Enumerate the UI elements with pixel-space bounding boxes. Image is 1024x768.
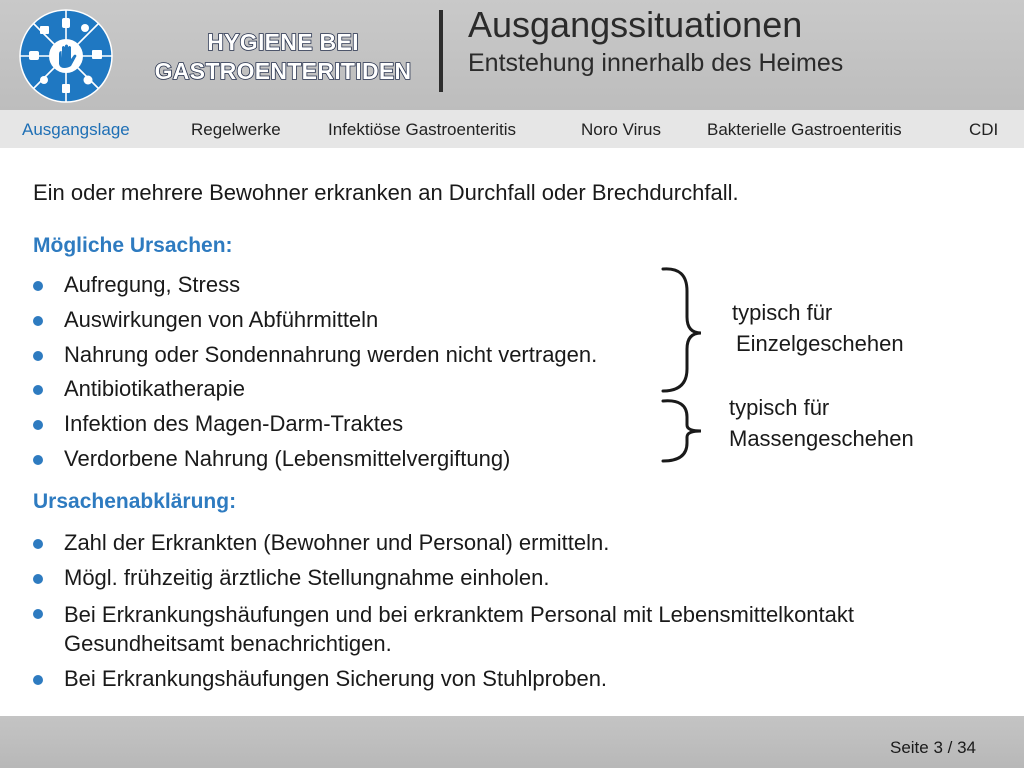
brand-line-1: HYGIENE BEI (207, 29, 359, 55)
list-item (30, 446, 597, 472)
list-item (30, 565, 990, 591)
list-item (30, 600, 990, 658)
annotation-mass-line1: typisch für (729, 395, 830, 420)
brand-line-2: GASTROENTERITIDEN (154, 58, 412, 84)
bullet-icon (33, 316, 43, 326)
clarification-list (30, 530, 990, 701)
causes-list (30, 272, 597, 481)
intro-text: Ein oder mehrere Bewohner erkranken an Durchfall oder Brechdurchfall. (33, 180, 739, 205)
bullet-icon (33, 455, 43, 465)
list-item-text: Auswirkungen von Abführmitteln (64, 306, 379, 332)
title-block (468, 4, 843, 78)
bullet-icon (33, 609, 43, 619)
annotation-mass-line2: Massengeschehen (729, 426, 914, 451)
section-nav (0, 110, 1024, 148)
bullet-icon (33, 539, 43, 549)
list-item (30, 411, 597, 437)
list-item-text: Nahrung oder Sondennahrung werden nicht vertragen. (64, 341, 598, 367)
list-item (30, 376, 597, 402)
causes-heading: Mögliche Ursachen: (33, 234, 233, 257)
bullet-icon (33, 385, 43, 395)
list-item-text: Zahl der Erkrankten (Bewohner und Personal) ermitteln. (64, 530, 610, 555)
brand-title (138, 28, 428, 86)
nav-item-noro-virus[interactable]: Noro Virus (581, 120, 661, 139)
list-item-text: Verdorbene Nahrung (Lebensmittelvergiftung) (64, 445, 511, 471)
bullet-icon (33, 420, 43, 430)
annotation-single (732, 297, 904, 359)
annotation-mass (729, 392, 914, 454)
list-item-text: Aufregung, Stress (64, 272, 241, 297)
bullet-icon (33, 351, 43, 361)
nav-item-infektioese-gastroenteritis[interactable]: Infektiöse Gastroenteritis (328, 120, 517, 139)
annotation-single-line1: typisch für (732, 300, 833, 325)
nav-item-ausgangslage[interactable]: Ausgangslage (22, 120, 130, 139)
list-item-text: Bei Erkrankungshäufungen und bei erkranktem Personal mit Lebensmittelkontakt Gesundheitsamt benachrichtigen. (64, 601, 855, 656)
hygiene-logo-icon (18, 8, 114, 104)
list-item-text: Mögl. frühzeitig ärztliche Stellungnahme einholen. (64, 564, 550, 590)
nav-item-cdi[interactable]: CDI (969, 120, 999, 139)
clarification-heading: Ursachenabklärung: (33, 490, 237, 513)
list-item (30, 307, 597, 333)
page-subtitle: Entstehung innerhalb des Heimes (468, 49, 844, 77)
header-divider (439, 10, 443, 92)
annotation-single-line2: Einzelgeschehen (736, 331, 904, 356)
list-item (30, 272, 597, 298)
list-item (30, 530, 990, 556)
list-item-text: Infektion des Magen-Darm-Traktes (64, 411, 404, 437)
nav-item-regelwerke[interactable]: Regelwerke (191, 120, 281, 139)
page-number: Seite 3 / 34 (889, 738, 976, 757)
slide-footer (0, 716, 1024, 768)
bullet-icon (33, 574, 43, 584)
list-item-text: Bei Erkrankungshäufungen Sicherung von Stuhlproben. (64, 666, 608, 692)
brace-icon (655, 265, 725, 465)
list-item-text: Antibiotikatherapie (64, 376, 246, 402)
nav-item-bakterielle-gastroenteritis[interactable]: Bakterielle Gastroenteritis (707, 120, 902, 139)
page-title: Ausgangssituationen (468, 4, 803, 45)
bullet-icon (33, 675, 43, 685)
bullet-icon (33, 281, 43, 291)
list-item (30, 666, 990, 692)
slide-header (0, 0, 1024, 110)
list-item (30, 342, 597, 368)
